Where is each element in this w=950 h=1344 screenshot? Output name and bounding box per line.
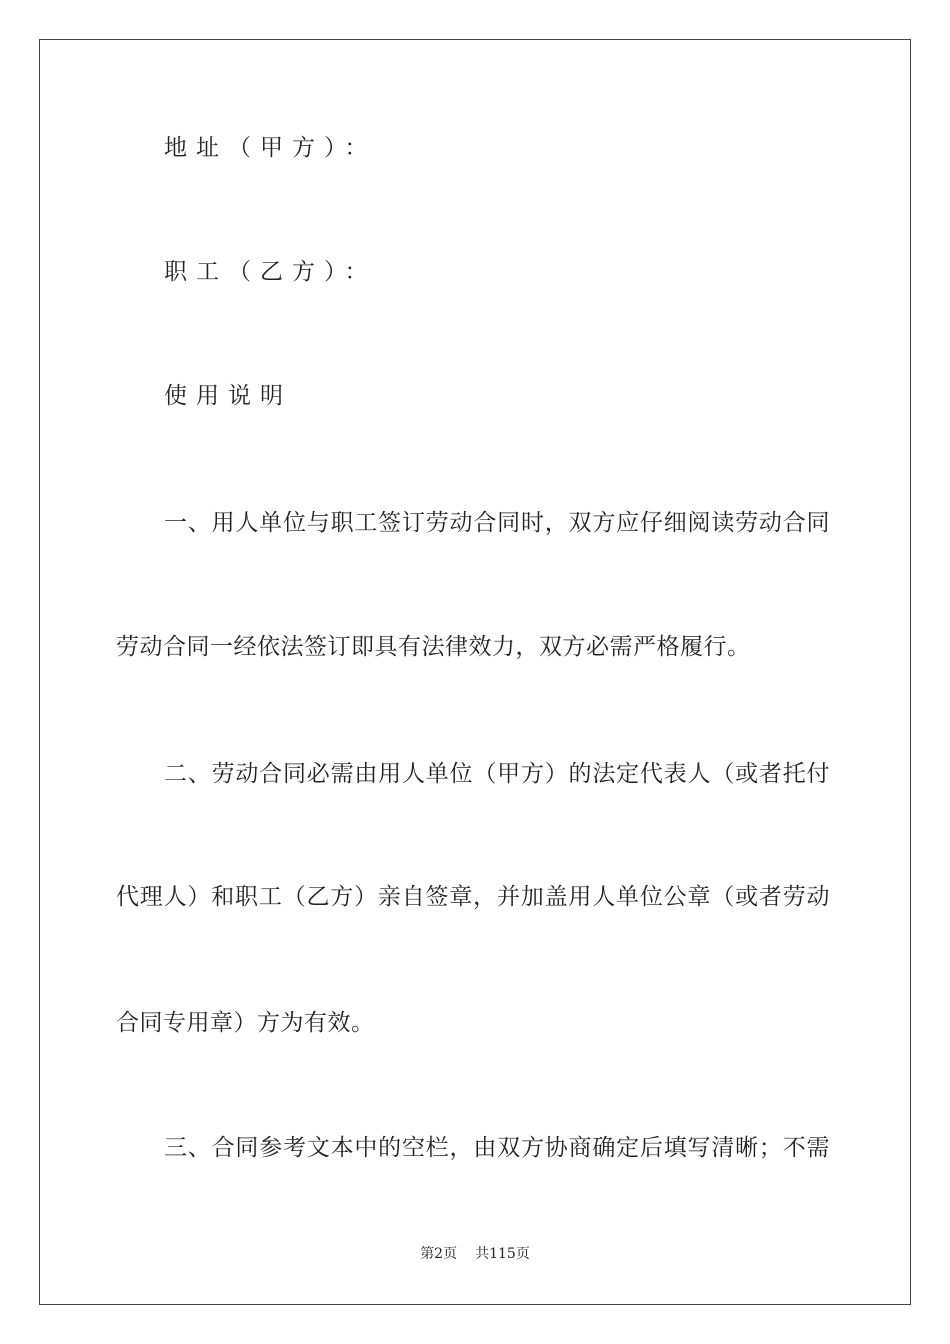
clause-2-line-1: 二、劳动合同必需由用人单位（甲方）的法定代表人（或者托付 (164, 761, 830, 787)
page-total: 共115页 (475, 1246, 530, 1262)
page-number: 第2页 (420, 1246, 458, 1262)
clause-2-line-3: 合同专用章）方为有效。 (116, 1010, 375, 1036)
clause-1-line-2: 劳动合同一经依法签订即具有法律效力，双方必需严格履行。 (116, 634, 751, 660)
clause-3-line-1: 三、合同参考文本中的空栏，由双方协商确定后填写清晰；不需 (164, 1135, 830, 1161)
clause-1-line-1: 一、用人单位与职工签订劳动合同时，双方应仔细阅读劳动合同 (164, 510, 830, 536)
employee-party-b-line: 职工（乙方）： (164, 259, 377, 285)
address-party-a-line: 地址（甲方）： (164, 135, 377, 161)
page-border (39, 39, 911, 1305)
usage-instructions-heading: 使用说明 (164, 383, 292, 409)
page-footer (0, 1244, 950, 1264)
clause-2-line-2: 代理人）和职工（乙方）亲自签章，并加盖用人单位公章（或者劳动 (116, 884, 830, 910)
